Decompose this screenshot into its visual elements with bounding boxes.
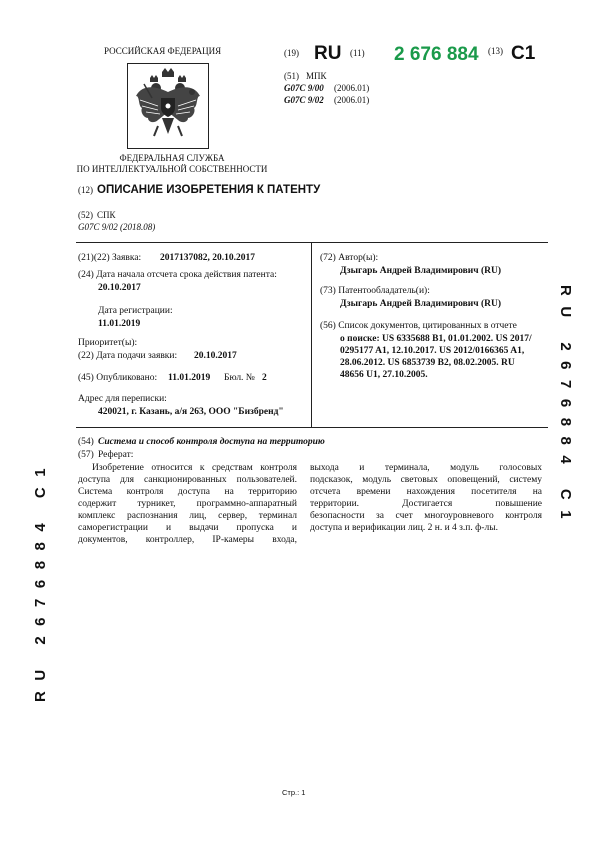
abstract-line: документов, контроллер, IP-камеры входа,: [78, 535, 297, 545]
kind-code: C1: [511, 43, 536, 64]
abstract-line: отсчета времени нахождения посетителя на: [310, 487, 542, 497]
invention-code: (54): [78, 437, 94, 447]
spk-value: G07C 9/02 (2018.08): [78, 222, 156, 232]
application-value: 2017137082, 20.10.2017: [160, 253, 255, 263]
address-label: Адрес для переписки:: [78, 394, 167, 404]
abstract-line: содержит турникет, программно-аппаратный: [78, 499, 297, 509]
cited-line: о поиске: US 6335688 B1, 01.01.2002. US 2017/: [340, 334, 532, 344]
mpk-year-1: (2006.01): [334, 83, 370, 93]
filing-value: 20.10.2017: [194, 351, 237, 361]
abstract-line: Изобретение относится к средствам контроля: [92, 463, 297, 473]
abstract-line: доступа для санкционированных пользователей.: [78, 475, 297, 485]
document-title: ОПИСАНИЕ ИЗОБРЕТЕНИЯ К ПАТЕНТУ: [97, 184, 321, 196]
abstract-line: безопасности за счет многоуровневого контроля: [310, 511, 542, 521]
spk-code: (52): [78, 210, 93, 220]
country-name: РОССИЙСКАЯ ФЕДЕРАЦИЯ: [104, 46, 222, 56]
cited-line: 28.06.2012. US 6853739 B2, 08.02.2005. RU: [340, 358, 515, 368]
bottom-divider: [76, 427, 548, 428]
code-13: (13): [488, 46, 503, 56]
code-11: (11): [350, 48, 365, 58]
published-value: 11.01.2019: [168, 373, 211, 383]
abstract-line: комплекс распознания лиц, сервер, терминал: [78, 511, 297, 521]
cited-label: (56) Список документов, цитированных в отчете: [320, 321, 517, 331]
coat-of-arms-emblem: [126, 62, 210, 150]
author-value: Дзыгарь Андрей Владимирович (RU): [340, 266, 502, 276]
mpk-code: (51): [284, 71, 299, 81]
invention-title: Система и способ контроля доступа на территорию: [98, 437, 325, 447]
title-code: (12): [78, 185, 93, 195]
owner-label: (73) Патентообладатель(и):: [320, 286, 430, 296]
top-divider: [76, 242, 548, 243]
address-value: 420021, г. Казань, а/я 263, ООО "Бизбренд": [98, 407, 284, 417]
side-label-right: RU 2676884 C1: [557, 285, 574, 530]
abstract-line: выхода и терминала, модуль голосовых: [310, 463, 542, 473]
patent-number: 2 676 884: [394, 44, 479, 65]
abstract-left-column: [78, 462, 297, 546]
cited-line: 0295177 A1, 12.10.2017. US 2012/0166365 A1,: [340, 346, 525, 356]
registration-label: Дата регистрации:: [98, 306, 173, 316]
published-label: (45) Опубликовано:: [78, 373, 158, 383]
side-label-left: RU 2676884 C1: [32, 457, 49, 702]
mpk-label: МПК: [306, 71, 327, 81]
column-divider: [311, 242, 312, 427]
abstract-label: Реферат:: [98, 450, 134, 460]
abstract-code: (57): [78, 450, 94, 460]
agency-line-2: ПО ИНТЕЛЛЕКТУАЛЬНОЙ СОБСТВЕННОСТИ: [76, 164, 268, 174]
spk-label: СПК: [97, 210, 116, 220]
cited-line: 48656 U1, 27.10.2005.: [340, 370, 428, 380]
mpk-class-1: G07C 9/00: [284, 83, 324, 93]
page-footer: Стр.: 1: [282, 788, 306, 797]
bulletin-label: Бюл. №: [224, 373, 255, 383]
code-19: (19): [284, 48, 299, 58]
abstract-line: подсказок, модуль световых оповещений, систему: [310, 475, 542, 485]
bulletin-value: 2: [262, 373, 267, 383]
term-value: 20.10.2017: [98, 283, 141, 293]
abstract-line: саморегистрации и выдачи пропуска и: [78, 523, 297, 533]
registration-value: 11.01.2019: [98, 319, 141, 329]
term-label: (24) Дата начала отсчета срока действия патента:: [78, 270, 277, 280]
abstract-line: доступа и верификации лиц. 2 н. и 4 з.п. ф-лы.: [310, 523, 498, 533]
priority-label: Приоритет(ы):: [78, 338, 138, 348]
author-label: (72) Автор(ы):: [320, 253, 379, 263]
abstract-right-column: [310, 462, 542, 534]
filing-label: (22) Дата подачи заявки:: [78, 351, 178, 361]
mpk-year-2: (2006.01): [334, 95, 370, 105]
agency-line-1: ФЕДЕРАЛЬНАЯ СЛУЖБА: [119, 153, 225, 163]
owner-value: Дзыгарь Андрей Владимирович (RU): [340, 299, 502, 309]
cited-list: [340, 333, 540, 381]
abstract-line: территории. Достигается повышение: [310, 499, 542, 509]
country-code: RU: [314, 43, 342, 64]
mpk-class-2: G07C 9/02: [284, 95, 324, 105]
abstract-line: Система контроля доступа на территорию: [78, 487, 297, 497]
application-label: (21)(22) Заявка:: [78, 253, 142, 263]
